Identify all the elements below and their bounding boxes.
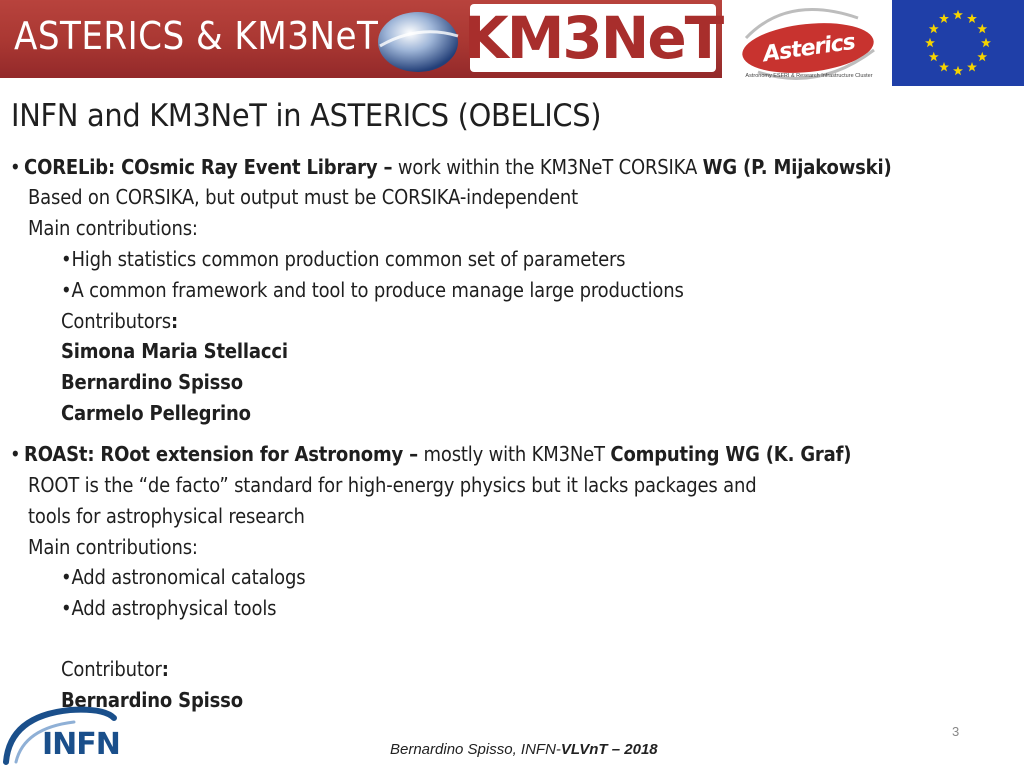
contributors-label: Contributors: <box>61 309 179 333</box>
contributor-name: Bernardino Spisso <box>61 370 243 394</box>
infn-logo-text: INFN <box>42 727 120 762</box>
contributors-label: Contributor: <box>61 657 169 681</box>
slide-title: INFN and KM3NeT in ASTERICS (OBELICS) <box>11 98 602 134</box>
contributor-name: Simona Maria Stellacci <box>61 339 288 363</box>
bullet-icon: • <box>61 565 72 589</box>
bullet-icon: • <box>10 155 21 179</box>
contributor-name: Bernardino Spisso <box>61 688 243 712</box>
eu-flag-icon <box>892 0 1024 86</box>
km3net-logo <box>463 4 723 72</box>
bullet-icon: • <box>61 596 72 620</box>
km3net-logo-text: KM3NeT <box>463 4 723 72</box>
section-heading-roast: • ROASt: ROot extension for Astronomy – mostly with KM3NeT Computing WG (K. Graf) <box>10 442 852 466</box>
footer-credit: Bernardino Spisso, INFN-VLVnT – 2018 <box>390 741 658 758</box>
sub-bullet: •Add astronomical catalogs <box>61 565 306 589</box>
asterics-logo-word: Asterics <box>761 29 857 68</box>
sub-bullet: •A common framework and tool to produce manage large productions <box>61 278 684 302</box>
slide-number: 3 <box>952 724 960 739</box>
body-line: tools for astrophysical research <box>28 504 305 528</box>
body-line: Based on CORSIKA, but output must be CORSIKA-independent <box>28 185 578 209</box>
section-heading-corelib: • CORELib: COsmic Ray Event Library – work within the KM3NeT CORSIKA WG (P. Mijakowski) <box>10 155 892 179</box>
asterics-tagline: Astronomy ESFRI & Research Infrastructure Cluster <box>745 73 873 79</box>
globe-logo-icon <box>372 4 464 76</box>
contributor-name: Carmelo Pellegrino <box>61 401 251 425</box>
body-line: Main contributions: <box>28 535 198 559</box>
sub-bullet: •High statistics common production common set of parameters <box>61 247 626 271</box>
body-line: Main contributions: <box>28 216 198 240</box>
header-banner <box>0 0 1024 80</box>
bullet-icon: • <box>61 247 72 271</box>
bullet-icon: • <box>61 278 72 302</box>
banner-title: ASTERICS & KM3NeT <box>14 14 379 58</box>
sub-bullet: •Add astrophysical tools <box>61 596 277 620</box>
body-line: ROOT is the “de facto” standard for high-energy physics but it lacks packages and <box>28 473 757 497</box>
bullet-icon: • <box>10 442 21 466</box>
